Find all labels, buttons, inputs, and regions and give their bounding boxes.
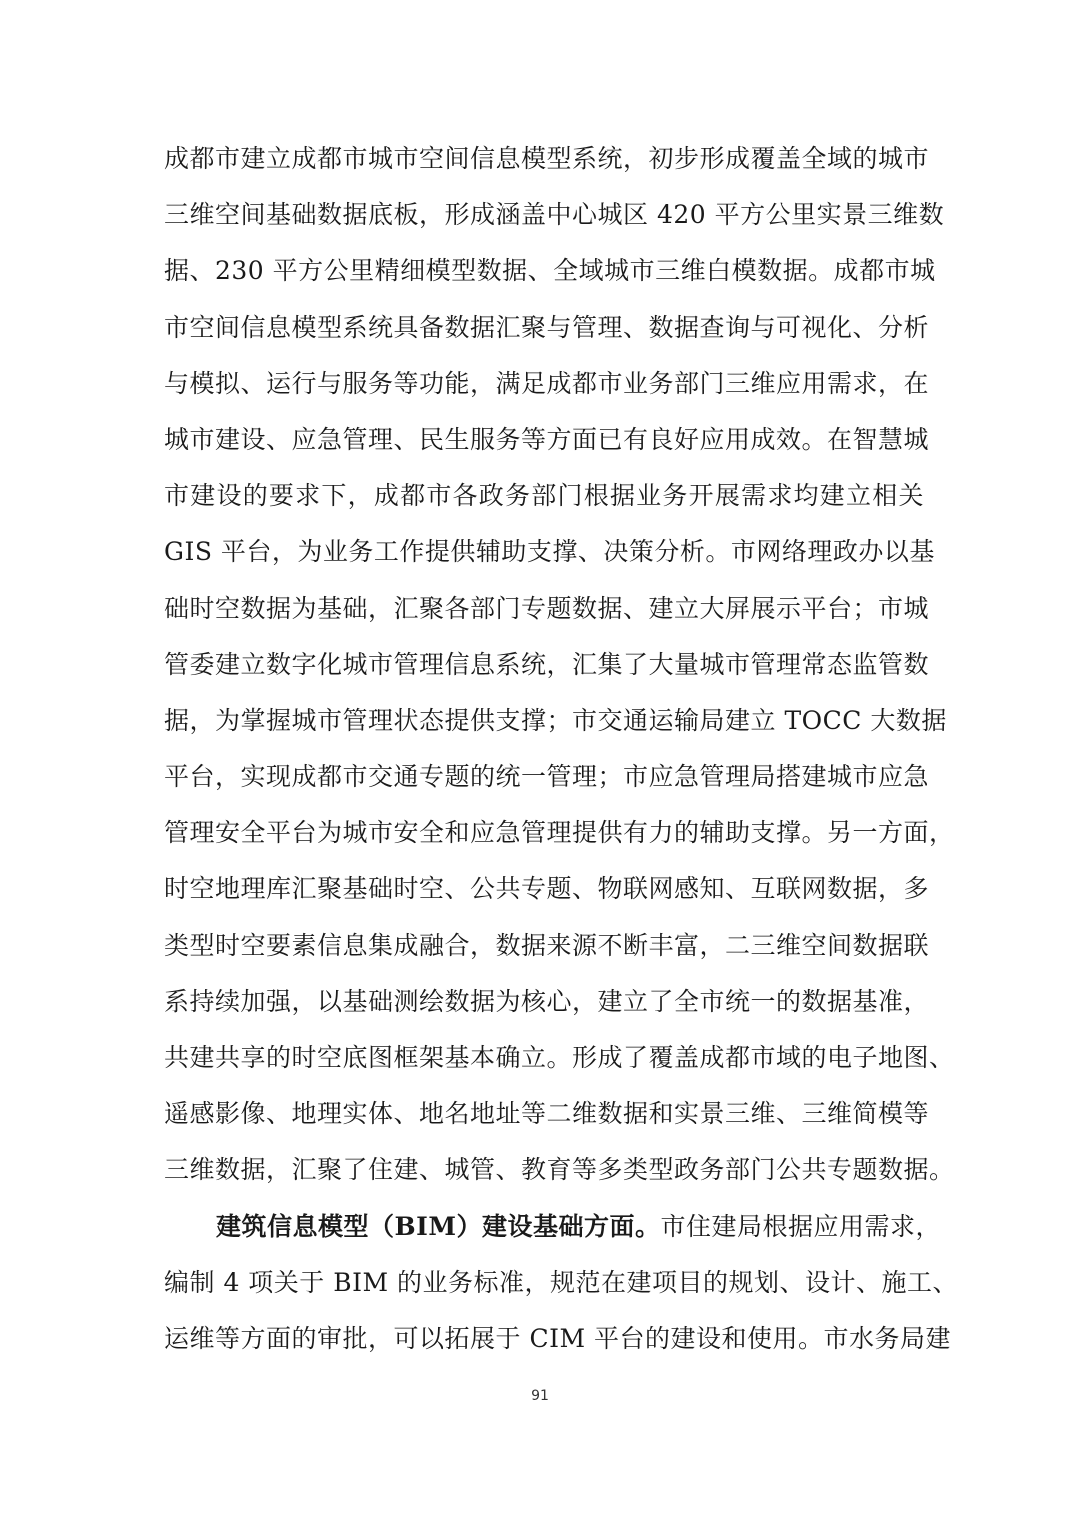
text-line: GIS 平台，为业务工作提供辅助支撑、决策分析。市网络理政办以基 [164, 537, 935, 567]
text-line: 编制 4 项关于 BIM 的业务标准，规范在建项目的规划、设计、施工、 [164, 1267, 959, 1297]
text-line: 成都市建立成都市城市空间信息模型系统，初步形成覆盖全域的城市 [164, 144, 930, 173]
text-line: 平台，实现成都市交通专题的统一管理；市应急管理局搭建城市应急 [164, 762, 930, 792]
text-line [164, 1206, 942, 1262]
text-line: 管理安全平台为城市安全和应急管理提供有力的辅助支撑。另一方面， [164, 818, 955, 848]
text-line: 类型时空要素信息集成融合，数据来源不断丰富，二三维空间数据联 [164, 930, 930, 960]
text-line: 据、230 平方公里精细模型数据、全域城市三维白模数据。成都市城 [164, 256, 936, 286]
text-line: 运维等方面的审批，可以拓展于 CIM 平台的建设和使用。市水务局建 [164, 1323, 951, 1353]
text-line: 城市建设、应急管理、民生服务等方面已有良好应用成效。在智慧城 [164, 424, 930, 454]
text-line: 与模拟、运行与服务等功能，满足成都市业务部门三维应用需求，在 [164, 368, 930, 398]
text-line: 据，为掌握城市管理状态提供支撑；市交通运输局建立 TOCC 大数据 [164, 705, 947, 735]
text-line: 系持续加强，以基础测绘数据为核心，建立了全市统一的数据基准， [164, 986, 930, 1016]
text-line: 础时空数据为基础，汇聚各部门专题数据、建立大屏展示平台；市城 [164, 593, 930, 623]
page-number: 91 [531, 1388, 549, 1404]
text-line: 管委建立数字化城市管理信息系统，汇集了大量城市管理常态监管数 [164, 649, 930, 679]
heading-line-text: 市住建局根据应用需求， [660, 1211, 942, 1241]
text-line: 共建共享的时空底图框架基本确立。形成了覆盖成都市域的电子地图、 [164, 1043, 955, 1072]
paragraph-1 [164, 138, 955, 1206]
text-line: 时空地理库汇聚基础时空、公共专题、物联网感知、互联网数据，多 [164, 874, 930, 904]
section-heading: 建筑信息模型（BIM）建设基础方面。 [216, 1211, 661, 1241]
body-text [164, 138, 959, 1374]
text-line: 三维空间基础数据底板，形成涵盖中心城区 420 平方公里实景三维数 [164, 200, 945, 230]
text-line: 市空间信息模型系统具备数据汇聚与管理、数据查询与可视化、分析 [164, 312, 930, 342]
text-line: 市建设的要求下，成都市各政务部门根据业务开展需求均建立相关 [164, 481, 924, 511]
text-line: 三维数据，汇聚了住建、城管、教育等多类型政务部门公共专题数据。 [164, 1155, 955, 1185]
paragraph-2 [164, 1206, 959, 1375]
text-line: 遥感影像、地理实体、地名地址等二维数据和实景三维、三维简模等 [164, 1099, 930, 1129]
